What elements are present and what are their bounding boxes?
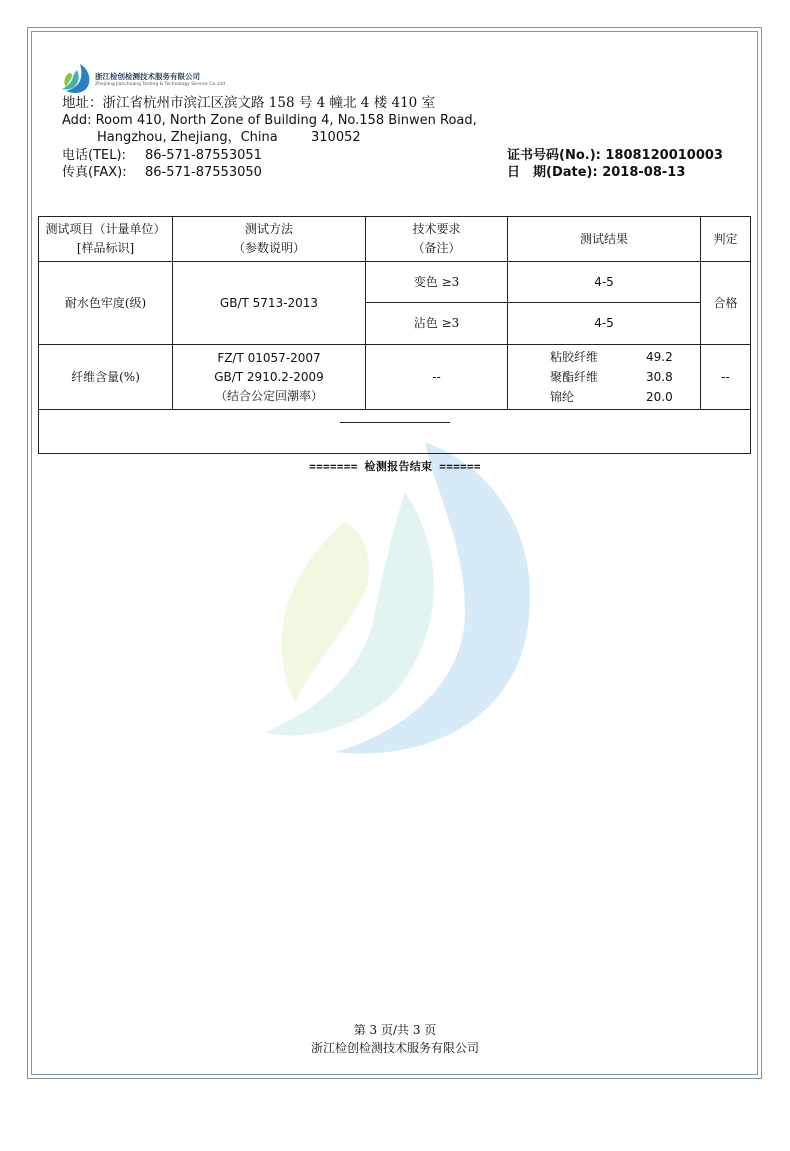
report-end-mark: ======= 检测报告结束 ====== <box>309 460 481 473</box>
table-row <box>39 345 751 410</box>
header-item-line1: 测试项目（计量单位） <box>45 222 166 236</box>
fiber-name: 聚酯纤维 <box>550 370 599 384</box>
fiber-value: 20.0 <box>646 390 673 404</box>
fiber-name: 粘胶纤维 <box>550 350 599 364</box>
page-number: 第 3 页/共 3 页 <box>353 1023 437 1037</box>
fax-label: 传真(FAX): <box>62 165 127 180</box>
watermark-logo <box>255 432 545 762</box>
company-name-en: Zhejiang Jianchuang Testing & Technology Service Co.,Ltd <box>95 82 226 87</box>
header-requirement <box>366 217 508 262</box>
verdict-fiber-content: -- <box>701 345 751 410</box>
address-en-line1: Add: Room 410, North Zone of Building 4, No.158 Binwen Road, <box>62 113 477 128</box>
report-date <box>507 164 685 181</box>
header-method-line1: 测试方法 <box>244 222 293 236</box>
results-table <box>38 216 751 454</box>
header-result: 测试结果 <box>508 217 701 262</box>
method-line2: GB/T 2910.2-2009 <box>214 369 324 384</box>
header-item-line2: [样品标识] <box>76 241 135 255</box>
fax-value: 86-571-87553050 <box>145 165 262 180</box>
footer-company: 浙江检创检测技术服务有限公司 <box>310 1041 479 1055</box>
cert-value: 1808120010003 <box>605 148 723 163</box>
cert-label: 证书号码(No.): <box>507 148 601 163</box>
item-fiber-content: 纤维含量(%) <box>39 345 173 410</box>
fiber-name: 锦纶 <box>550 390 575 404</box>
method-line3: （结合公定回潮率） <box>214 388 323 403</box>
method-fiber-content <box>173 345 366 410</box>
date-value: 2018-08-13 <box>602 165 686 180</box>
req-staining: 沾色 ≥3 <box>366 303 508 345</box>
result-fiber-content <box>508 345 701 410</box>
table-row <box>39 262 751 303</box>
fiber-entry <box>508 347 700 367</box>
address-cn: 地址：浙江省杭州市滨江区滨文路 158 号 4 幢北 4 楼 410 室 <box>62 95 436 111</box>
req-fiber-content: -- <box>366 345 508 410</box>
company-logo <box>60 62 92 94</box>
cert-no <box>507 147 723 164</box>
signature-line <box>340 422 450 423</box>
fiber-value: 49.2 <box>646 350 673 364</box>
method-line1: FZ/T 01057-2007 <box>217 350 321 365</box>
method-water-fastness: GB/T 5713-2013 <box>173 262 366 345</box>
header-method <box>173 217 366 262</box>
req-color-change: 变色 ≥3 <box>366 262 508 303</box>
postcode: 310052 <box>311 130 361 145</box>
fiber-entry <box>508 367 700 387</box>
fiber-entry <box>508 387 700 407</box>
item-water-fastness: 耐水色牢度(级) <box>39 262 173 345</box>
address-en-line2: Hangzhou, Zhejiang，China <box>97 130 278 145</box>
header-method-line2: （参数说明） <box>232 241 305 255</box>
date-label: 日 期(Date): <box>507 165 598 180</box>
header-item <box>39 217 173 262</box>
verdict-water-fastness: 合格 <box>701 262 751 345</box>
fiber-value: 30.8 <box>646 370 673 384</box>
company-name-cn: 浙江检创检测技术服务有限公司 <box>95 72 200 81</box>
header-verdict: 判定 <box>701 217 751 262</box>
tel-label: 电话(TEL): <box>62 148 126 163</box>
tel-value: 86-571-87553051 <box>145 148 262 163</box>
header-req-line2: （备注） <box>412 241 461 255</box>
result-staining: 4-5 <box>508 303 701 345</box>
table-header-row <box>39 217 751 262</box>
header-req-line1: 技术要求 <box>412 222 461 236</box>
blank-cell <box>39 410 751 454</box>
result-color-change: 4-5 <box>508 262 701 303</box>
table-blank-row <box>39 410 751 454</box>
